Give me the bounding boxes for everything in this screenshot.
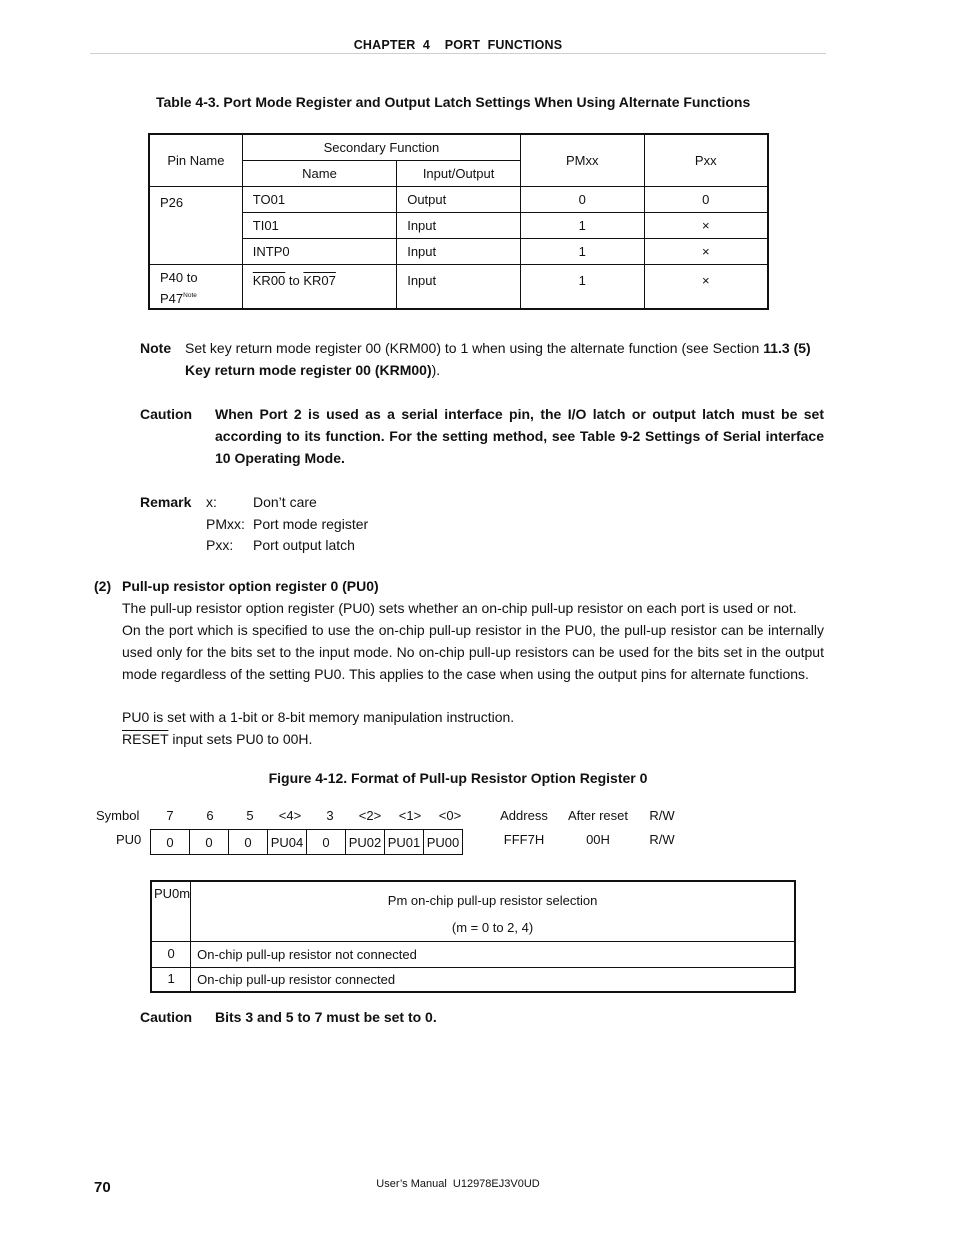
header-pmxx: PMxx bbox=[520, 134, 644, 187]
name-cell: TI01 bbox=[242, 213, 396, 239]
bit-label: 6 bbox=[206, 808, 214, 823]
sel-header-key: PU0m bbox=[151, 881, 191, 942]
pu0m-selection-table bbox=[150, 880, 796, 993]
header-pxx: Pxx bbox=[644, 134, 768, 187]
header-secondary-function: Secondary Function bbox=[242, 134, 520, 161]
note-superscript: Note bbox=[183, 292, 197, 299]
io-cell: Output bbox=[397, 187, 521, 213]
pxx-cell: × bbox=[644, 265, 768, 310]
note-body: Set key return mode register 00 (KRM00) to 1 when using the alternate function (see Section bbox=[185, 340, 764, 356]
pxx-cell: × bbox=[644, 213, 768, 239]
sel-value: On-chip pull-up resistor not connected bbox=[191, 942, 795, 968]
pin-cell: P26 bbox=[149, 187, 242, 265]
pin-line1: P40 to bbox=[160, 270, 198, 285]
sel-key: 0 bbox=[151, 942, 191, 968]
bit-label: 7 bbox=[166, 808, 174, 823]
bit-label: <2> bbox=[358, 808, 382, 823]
header-name: Name bbox=[242, 161, 396, 187]
kr00-signal: KR00 bbox=[252, 273, 286, 288]
page-number: 70 bbox=[94, 1179, 111, 1196]
register-bit: PU01 bbox=[385, 830, 424, 855]
io-cell: Input bbox=[397, 239, 521, 265]
io-cell: Input bbox=[397, 265, 521, 310]
remark-key: x: bbox=[206, 494, 217, 510]
note-register-ref: Key return mode register 00 (KRM00) bbox=[185, 362, 432, 378]
pmxx-cell: 1 bbox=[520, 213, 644, 239]
io-cell: Input bbox=[397, 213, 521, 239]
sel-header-line1: Pm on-chip pull-up resistor selection bbox=[387, 893, 598, 908]
register-bit: PU00 bbox=[424, 830, 463, 855]
register-bit: PU02 bbox=[346, 830, 385, 855]
table-row bbox=[151, 942, 795, 968]
table-row bbox=[149, 239, 768, 265]
remark-value: Port output latch bbox=[253, 537, 355, 553]
header-pin-name: Pin Name bbox=[149, 134, 242, 187]
sel-key: 1 bbox=[151, 968, 191, 992]
sel-value: On-chip pull-up resistor connected bbox=[191, 968, 795, 992]
note-end: ). bbox=[431, 362, 441, 378]
table-caption: Table 4-3. Port Mode Register and Output Latch Settings When Using Alternate Functions bbox=[156, 94, 751, 110]
after-reset-label: After reset bbox=[568, 808, 628, 823]
header-divider bbox=[90, 53, 826, 54]
pxx-cell: × bbox=[644, 239, 768, 265]
section-number: (2) bbox=[94, 578, 112, 594]
remark-value: Don’t care bbox=[253, 494, 317, 510]
table-row bbox=[149, 187, 768, 213]
section-paragraph: On the port which is specified to use the on-chip pull-up resistor in the PU0, the pull-up resistor can be internally used only for the bits set to the input mode. No on-chip pull-up resistors can be used for the bits set in the output mode regardless of the setting PU0. This applies to the case when using the output pins for alternate functions. bbox=[122, 622, 824, 682]
remark-key: Pxx: bbox=[206, 537, 234, 553]
bit-label: <4> bbox=[278, 808, 302, 823]
pmxx-cell: 1 bbox=[520, 239, 644, 265]
bit-label: <1> bbox=[398, 808, 422, 823]
to-word: to bbox=[285, 273, 304, 288]
remark-key: PMxx: bbox=[206, 516, 245, 532]
caution-label: Caution bbox=[140, 406, 193, 422]
register-bit: 0 bbox=[190, 830, 229, 855]
pmxx-cell: 0 bbox=[520, 187, 644, 213]
header-input-output: Input/Output bbox=[397, 161, 521, 187]
remark-label: Remark bbox=[140, 494, 192, 510]
pxx-cell: 0 bbox=[644, 187, 768, 213]
caution-text: When Port 2 is used as a serial interface pin, the I/O latch or output latch must be set according to its function. For the setting method, see Table 9-2 Settings of Serial interface 10 Operating Mode. bbox=[215, 406, 824, 466]
symbol-label: Symbol bbox=[96, 808, 140, 823]
reset-text: input sets PU0 to 00H. bbox=[168, 731, 313, 747]
table-row bbox=[149, 213, 768, 239]
name-cell: TO01 bbox=[242, 187, 396, 213]
note-section-ref: 11.3 (5) bbox=[763, 340, 811, 356]
chapter-header: CHAPTER 4 PORT FUNCTIONS bbox=[353, 38, 563, 52]
bit-label: <0> bbox=[438, 808, 462, 823]
section-title: Pull-up resistor option register 0 (PU0) bbox=[122, 578, 379, 594]
bit-label: 5 bbox=[246, 808, 254, 823]
remark-value: Port mode register bbox=[253, 516, 369, 532]
table-row bbox=[151, 968, 795, 992]
rw-value: R/W bbox=[649, 832, 675, 847]
address-value: FFF7H bbox=[503, 832, 545, 847]
register-bit: 0 bbox=[151, 830, 190, 855]
sel-header-line2: (m = 0 to 2, 4) bbox=[451, 920, 534, 935]
address-label: Address bbox=[500, 808, 548, 823]
section-paragraph bbox=[122, 728, 824, 750]
name-cell bbox=[242, 265, 396, 310]
register-symbol: PU0 bbox=[116, 832, 142, 847]
kr07-signal: KR07 bbox=[303, 273, 336, 288]
pu0-register bbox=[150, 829, 463, 855]
sel-header bbox=[191, 881, 795, 942]
register-bit: PU04 bbox=[268, 830, 307, 855]
section-paragraph: PU0 is set with a 1-bit or 8-bit memory manipulation instruction. bbox=[122, 709, 515, 725]
register-bit: 0 bbox=[229, 830, 268, 855]
pin-line2: P47 bbox=[160, 291, 184, 306]
figure-caption: Figure 4-12. Format of Pull-up Resistor Option Register 0 bbox=[268, 770, 648, 786]
table-row bbox=[149, 265, 768, 310]
note-text bbox=[185, 337, 825, 381]
pin-cell bbox=[149, 265, 242, 310]
reset-signal: RESET bbox=[122, 731, 169, 747]
port-mode-table bbox=[148, 133, 769, 310]
bit-label: 3 bbox=[326, 808, 334, 823]
caution-label: Caution bbox=[140, 1009, 193, 1025]
pmxx-cell: 1 bbox=[520, 265, 644, 310]
caution-text: Bits 3 and 5 to 7 must be set to 0. bbox=[215, 1009, 437, 1025]
manual-id: User’s Manual U12978EJ3V0UD bbox=[376, 1178, 540, 1190]
register-bit: 0 bbox=[307, 830, 346, 855]
section-paragraph: The pull-up resistor option register (PU0) sets whether an on-chip pull-up resistor on each port is used or not. bbox=[122, 600, 797, 616]
after-reset-value: 00H bbox=[586, 832, 610, 847]
name-cell: INTP0 bbox=[242, 239, 396, 265]
rw-label: R/W bbox=[649, 808, 675, 823]
note-label: Note bbox=[140, 340, 172, 356]
